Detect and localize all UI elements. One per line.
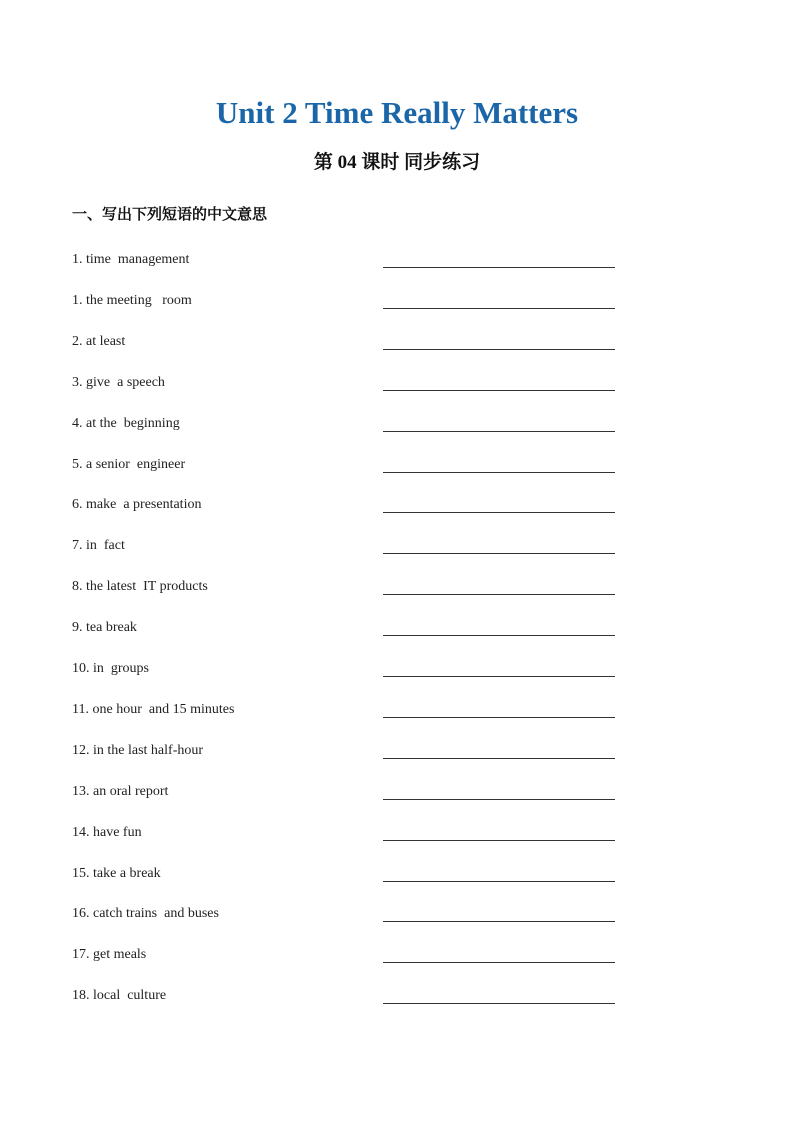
phrase-text: 2. at least [72,333,126,349]
exercise-item [72,782,632,806]
answer-blank[interactable] [383,390,615,391]
answer-blank[interactable] [383,349,615,350]
answer-blank[interactable] [383,267,615,268]
phrase-text: 11. one hour and 15 minutes [72,701,235,717]
answer-blank[interactable] [383,962,615,963]
answer-blank[interactable] [383,840,615,841]
exercise-item [72,986,632,1010]
answer-blank[interactable] [383,717,615,718]
phrase-text: 7. in fact [72,538,125,554]
exercise-item [72,700,632,724]
exercise-item [72,414,632,438]
exercise-item [72,373,632,397]
exercise-item [72,291,632,315]
phrase-text: 12. in the last half-hour [72,742,204,758]
answer-blank[interactable] [383,512,615,513]
phrase-text: 4. at the beginning [72,415,180,431]
exercise-item [72,823,632,847]
phrase-text: 3. give a speech [72,374,165,390]
answer-blank[interactable] [383,635,615,636]
exercise-item [72,659,632,683]
exercise-item [72,904,632,928]
answer-blank[interactable] [383,881,615,882]
answer-blank[interactable] [383,594,615,595]
phrase-text: 16. catch trains and buses [72,906,219,922]
phrase-text: 1. the meeting room [72,292,192,308]
answer-blank[interactable] [383,758,615,759]
answer-blank[interactable] [383,921,615,922]
phrase-text: 8. the latest IT products [72,579,208,595]
exercise-item [72,536,632,560]
exercise-item [72,741,632,765]
exercise-item [72,495,632,519]
exercise-item [72,864,632,888]
answer-blank[interactable] [383,431,615,432]
exercise-item [72,332,632,356]
page-title: Unit 2 Time Really Matters [215,95,579,130]
exercise-item [72,618,632,642]
answer-blank[interactable] [383,472,615,473]
phrase-text: 9. tea break [72,620,137,636]
answer-blank[interactable] [383,1003,615,1004]
phrase-text: 5. a senior engineer [72,456,186,472]
phrase-text: 10. in groups [72,661,149,676]
answer-blank[interactable] [383,308,615,309]
exercise-item [72,250,632,274]
phrase-text: 15. take a break [72,865,161,881]
phrase-text: 13. an oral report [72,783,169,799]
section-heading: 一、写出下列短语的中文意思 [72,207,268,223]
answer-blank[interactable] [383,799,615,800]
exercise-item [72,577,632,601]
exercise-item [72,945,632,969]
phrase-text: 17. get meals [72,947,147,963]
answer-blank[interactable] [383,676,615,677]
answer-blank[interactable] [383,553,615,554]
phrase-text: 18. local culture [72,988,167,1004]
exercise-item [72,455,632,479]
phrase-text: 6. make a presentation [72,497,202,513]
lesson-subtitle: 第 04 课时 同步练习 [313,152,481,173]
phrase-text: 14. have fun [72,824,142,840]
phrase-text: 1. time management [72,252,190,267]
